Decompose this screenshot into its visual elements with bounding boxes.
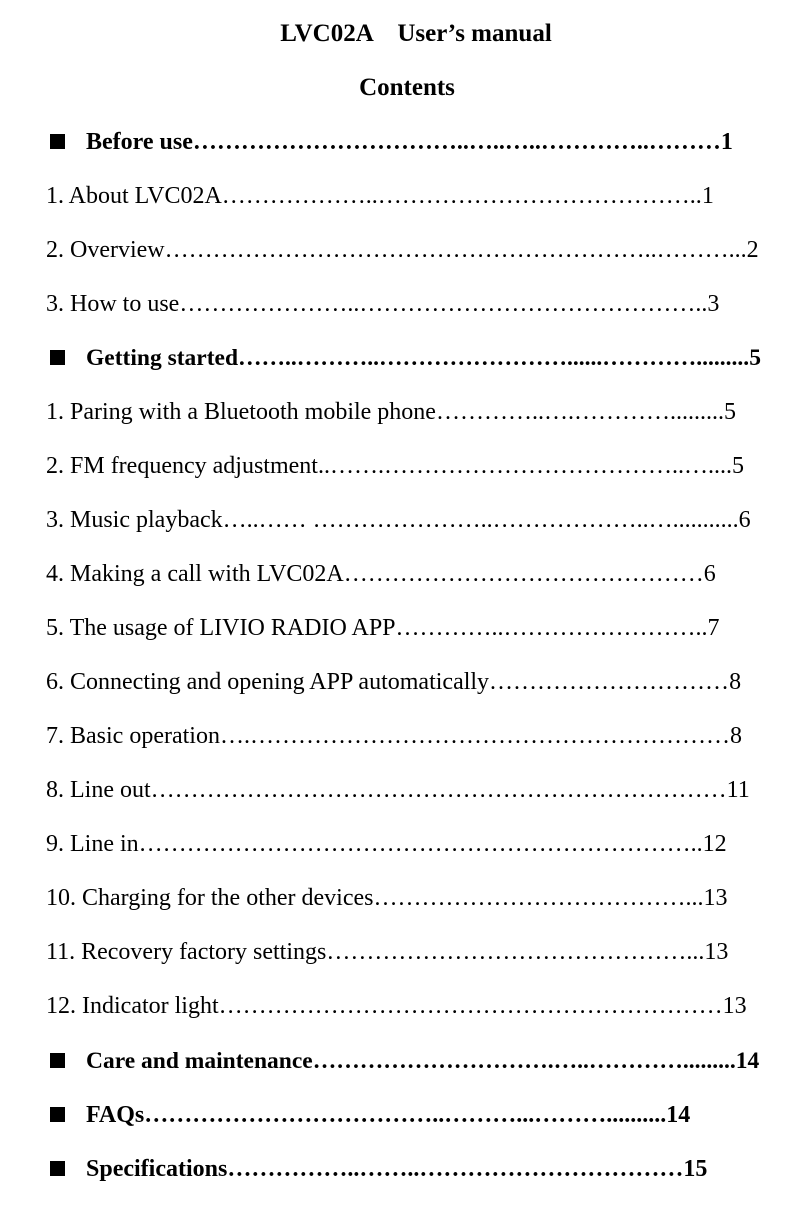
- toc-entry-page: 14: [666, 1102, 691, 1128]
- toc-entry-text: 7. Basic operation….……………………………………………………: [46, 723, 730, 749]
- contents-heading: Contents: [359, 74, 455, 101]
- toc-entry-page: 1: [720, 129, 733, 155]
- toc-entry-text: FAQs………………………………..………...………..........: [86, 1102, 667, 1128]
- toc-entry-about[interactable]: [46, 181, 714, 211]
- toc-entry-page: 6: [738, 507, 751, 533]
- toc-entry-page: 13: [722, 993, 747, 1019]
- toc-entry-text: 6. Connecting and opening APP automatically…………………………: [46, 669, 730, 695]
- toc-entry-text: 3. How to use…………………..……………………………………..: [46, 291, 708, 317]
- square-bullet-icon: [50, 350, 65, 365]
- square-bullet-icon: [50, 134, 65, 149]
- toc-section-care-maintenance[interactable]: [46, 1046, 759, 1076]
- toc-entry-text: 10. Charging for the other devices…………………………………...: [46, 885, 704, 911]
- square-bullet-icon: [50, 1053, 65, 1068]
- toc-entry-text: 8. Line out………………………………………………………………: [46, 777, 727, 803]
- toc-entry-page: 5: [731, 453, 744, 479]
- toc-section-specifications[interactable]: [46, 1154, 707, 1184]
- toc-entry-page: 2: [746, 237, 759, 263]
- toc-entry-page: 13: [704, 939, 729, 965]
- toc-entry-indicator-light[interactable]: [46, 991, 747, 1021]
- toc-entry-text: 2. Overview……………………………………………………..………...: [46, 237, 747, 263]
- toc-entry-page: 14: [735, 1048, 760, 1074]
- toc-entry-page: 7: [707, 615, 720, 641]
- toc-entry-recovery-settings[interactable]: [46, 937, 728, 967]
- toc-entry-page: 13: [703, 885, 728, 911]
- toc-entry-pairing[interactable]: [46, 397, 736, 427]
- toc-entry-text: 1. About LVC02A………………..…………………………………..: [46, 183, 702, 209]
- toc-entry-text: 3. Music playback…..…… …………………..………………..…...........: [46, 507, 739, 533]
- toc-entry-page: 5: [723, 399, 736, 425]
- toc-entry-making-call[interactable]: [46, 559, 716, 589]
- toc-entry-text: 4. Making a call with LVC02A………………………………………: [46, 561, 704, 587]
- toc-entry-page: 15: [683, 1156, 708, 1182]
- square-bullet-icon: [50, 1107, 65, 1122]
- toc-entry-page: 8: [729, 723, 742, 749]
- document-title: LVC02A User’s manual: [280, 20, 552, 47]
- toc-section-faqs[interactable]: [46, 1100, 690, 1130]
- toc-entry-basic-operation[interactable]: [46, 721, 742, 751]
- toc-entry-page: 11: [726, 777, 750, 803]
- toc-entry-livio-radio-app[interactable]: [46, 613, 720, 643]
- toc-entry-fm-frequency[interactable]: [46, 451, 744, 481]
- toc-entry-page: 8: [729, 669, 742, 695]
- toc-entry-page: 5: [749, 345, 761, 371]
- toc-entry-how-to-use[interactable]: [46, 289, 719, 319]
- toc-entry-page: 12: [702, 831, 727, 857]
- toc-entry-text: Care and maintenance………………………….…..………….........: [86, 1048, 736, 1074]
- toc-entry-charging[interactable]: [46, 883, 727, 913]
- toc-entry-line-out[interactable]: [46, 775, 750, 805]
- toc-entry-line-in[interactable]: [46, 829, 727, 859]
- toc-entry-text: 12. Indicator light………………………………………………………: [46, 993, 723, 1019]
- toc-entry-text: 1. Paring with a Bluetooth mobile phone…………..….………….........: [46, 399, 724, 425]
- toc-entry-page: 3: [707, 291, 720, 317]
- toc-entry-connecting-app[interactable]: [46, 667, 741, 697]
- toc-entry-text: 5. The usage of LIVIO RADIO APP…………..……………………..: [46, 615, 708, 641]
- toc-entry-page: 1: [701, 183, 714, 209]
- toc-section-getting-started[interactable]: [46, 343, 761, 373]
- toc-entry-text: 11. Recovery factory settings………………………………………...: [46, 939, 705, 965]
- toc-entry-text: 9. Line in……………………………………………………………..: [46, 831, 703, 857]
- toc-section-before-use[interactable]: [46, 127, 733, 157]
- toc-entry-text: Getting started……..………..……………………......………….........: [86, 345, 750, 371]
- toc-entry-text: Specifications……………..……..……………………………: [86, 1156, 684, 1182]
- toc-entry-text: Before use……………………………..…..…..…………..………: [86, 129, 721, 155]
- toc-entry-music-playback[interactable]: [46, 505, 751, 535]
- toc-entry-overview[interactable]: [46, 235, 759, 265]
- toc-entry-text: 2. FM frequency adjustment..…….………………………………..…....: [46, 453, 732, 479]
- square-bullet-icon: [50, 1161, 65, 1176]
- toc-entry-page: 6: [703, 561, 716, 587]
